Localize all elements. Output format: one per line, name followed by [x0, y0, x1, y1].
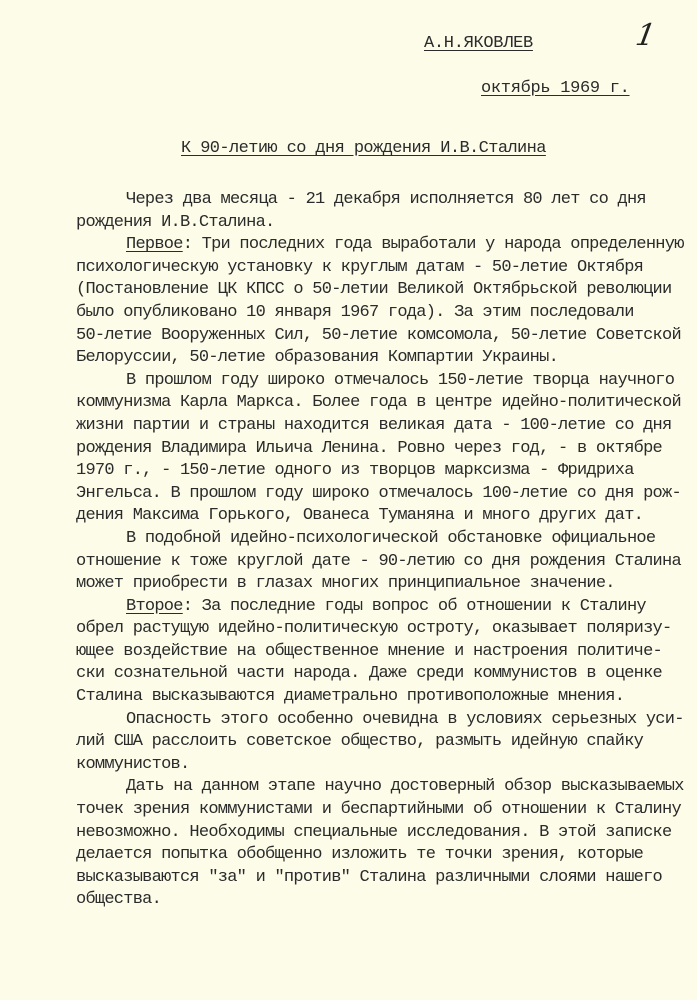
line-text: коммунистов.	[76, 754, 190, 774]
line-text: Опасность этого особенно очевидна в условиях серьезных уси-	[126, 709, 684, 729]
text-line	[76, 573, 686, 596]
line-text: общества.	[76, 890, 162, 910]
line-text: было опубликовано 10 января 1967 года). За этим последовали	[76, 302, 634, 322]
text-line	[76, 279, 686, 302]
line-text: делается попытка обобщенно изложить те точки зрения, которые	[76, 845, 644, 865]
text-line	[76, 438, 686, 461]
text-line	[76, 370, 686, 393]
text-line	[76, 618, 686, 641]
text-line	[76, 347, 686, 370]
text-line	[76, 392, 686, 415]
line-text: 50-летие Вооруженных Сил, 50-летие комсомола, 50-летие Советской	[76, 325, 681, 345]
line-text: В прошлом году широко отмечалось 150-летие творца научного	[126, 370, 675, 390]
text-line	[76, 731, 686, 754]
line-text: : За последние годы вопрос об отношении к Сталину	[182, 596, 646, 616]
text-line	[76, 528, 686, 551]
line-text: В подобной идейно-психологической обстановке официальное	[126, 528, 656, 548]
line-text: психологическую установку к круглым датам - 50-летие Октября	[76, 257, 644, 277]
text-line	[76, 551, 686, 574]
document-date: октябрь 1969 г.	[481, 79, 630, 98]
line-text: высказываются "за" и "против" Сталина различными слоями нашего	[76, 867, 663, 887]
text-line	[76, 844, 686, 867]
text-line	[76, 867, 686, 890]
text-line	[76, 212, 686, 235]
section-lead: Первое	[126, 235, 183, 255]
text-line	[76, 822, 686, 845]
text-line	[76, 641, 686, 664]
line-text: (Постановление ЦК КПСС о 50-летии Великой Октябрьской революции	[76, 280, 672, 300]
line-text: Дать на данном этапе научно достоверный обзор высказываемых	[126, 777, 684, 797]
text-line	[76, 776, 686, 799]
line-text: может приобрести в глазах многих принципиальное значение.	[76, 574, 615, 594]
document-title: К 90-летию со дня рождения И.В.Сталина	[181, 139, 546, 158]
line-text: Белоруссии, 50-летие образования Компартии Украины.	[76, 348, 559, 368]
text-line	[76, 754, 686, 777]
page-number: 1	[632, 18, 659, 53]
line-text: дения Максима Горького, Ованеса Туманяна и много других дат.	[76, 506, 644, 526]
text-line	[76, 799, 686, 822]
line-text: обрел растущую идейно-политическую остроту, оказывает поляризу-	[76, 619, 672, 639]
line-text: ющее воздействие на общественное мнение и настроения политиче-	[76, 641, 663, 661]
text-line	[76, 889, 686, 912]
author-name: А.Н.ЯКОВЛЕВ	[424, 34, 533, 53]
text-line	[76, 483, 686, 506]
text-line	[76, 257, 686, 280]
text-line	[76, 505, 686, 528]
line-text: лий США расслоить советское общество, размыть идейную спайку	[76, 732, 644, 752]
line-text: Сталина высказываются диаметрально противоположные мнения.	[76, 687, 625, 707]
line-text: Через два месяца - 21 декабря исполняется 80 лет со дня	[126, 190, 646, 209]
line-text: жизни партии и страны находится великая дата - 100-летие со дня	[76, 415, 672, 435]
text-line	[76, 234, 686, 257]
line-text: ски сознательной части народа. Даже среди коммунистов в оценке	[76, 664, 663, 684]
section-lead: Второе	[126, 596, 183, 616]
text-line	[76, 686, 686, 709]
document-body	[76, 189, 686, 912]
text-line	[76, 596, 686, 619]
line-text: точек зрения коммунистами и беспартийными об отношении к Сталину	[76, 800, 681, 820]
text-line	[76, 415, 686, 438]
text-line	[76, 302, 686, 325]
text-line	[76, 709, 686, 732]
line-text: Энгельса. В прошлом году широко отмечалось 100-летие со дня рож-	[76, 483, 681, 503]
line-text: : Три последних года выработали у народа определенную	[182, 235, 684, 255]
text-line	[76, 325, 686, 348]
line-text: рождения Владимира Ильича Ленина. Ровно через год, - в октябре	[76, 438, 663, 458]
line-text: коммунизма Карла Маркса. Более года в центре идейно-политической	[76, 393, 681, 413]
line-text: рождения И.В.Сталина.	[76, 212, 275, 232]
text-line	[76, 189, 686, 212]
line-text: невозможно. Необходимы специальные исследования. В этой записке	[76, 822, 672, 842]
line-text: 1970 г., - 150-летие одного из творцов марксизма - Фридриха	[76, 461, 634, 481]
text-line	[76, 460, 686, 483]
line-text: отношение к тоже круглой дате - 90-летию со дня рождения Сталина	[76, 551, 681, 571]
text-line	[76, 663, 686, 686]
